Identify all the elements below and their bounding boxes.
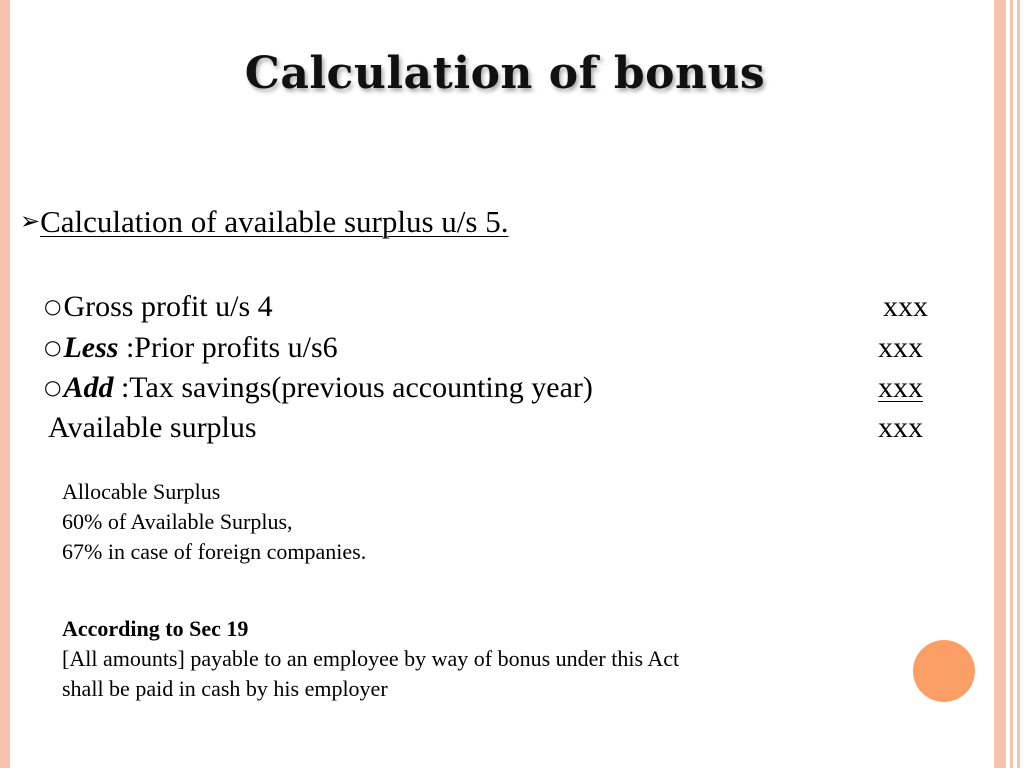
keyword-less: Less	[63, 331, 119, 364]
amount-value: xxx	[883, 290, 928, 323]
section-heading	[20, 204, 508, 240]
total-row-text: Available surplus	[48, 411, 257, 444]
circle-bullet-icon: ○	[44, 375, 62, 399]
list-item-text: :Prior profits u/s6	[118, 331, 338, 364]
list-item-tax-savings	[44, 371, 593, 405]
list-item-text: Gross profit u/s 4	[63, 290, 273, 323]
right-border-line	[1017, 0, 1020, 768]
slide-title: Calculation of bonus	[244, 48, 766, 99]
amount-value: xxx	[878, 371, 923, 404]
amount-value: xxx	[878, 411, 923, 444]
note-line: 67% in case of foreign companies.	[62, 539, 367, 564]
section-heading-text: Calculation of available surplus u/s 5.	[40, 204, 509, 239]
amount-value: xxx	[878, 331, 923, 364]
allocable-surplus-note	[62, 477, 366, 567]
list-item-gross-profit	[44, 290, 273, 324]
note-line: [All amounts] payable to an employee by way of bonus under this Act	[62, 646, 680, 671]
note-line: 60% of Available Surplus,	[62, 509, 293, 534]
right-border-stripe	[994, 0, 1006, 768]
note-heading: According to Sec 19	[62, 616, 249, 641]
right-border-line	[1010, 0, 1013, 768]
decorative-circle	[913, 640, 975, 702]
note-line: shall be paid in cash by his employer	[62, 676, 388, 701]
circle-bullet-icon: ○	[44, 294, 62, 318]
circle-bullet-icon: ○	[44, 335, 62, 359]
note-line: Allocable Surplus	[62, 479, 221, 504]
total-row-available-surplus	[48, 411, 257, 445]
arrow-bullet-icon: ➢	[20, 207, 41, 235]
section-19-note	[62, 614, 679, 704]
list-item-prior-profits	[44, 331, 338, 365]
left-border-stripe	[0, 0, 10, 768]
keyword-add: Add	[63, 371, 114, 404]
list-item-text: :Tax savings(previous accounting year)	[113, 371, 593, 404]
